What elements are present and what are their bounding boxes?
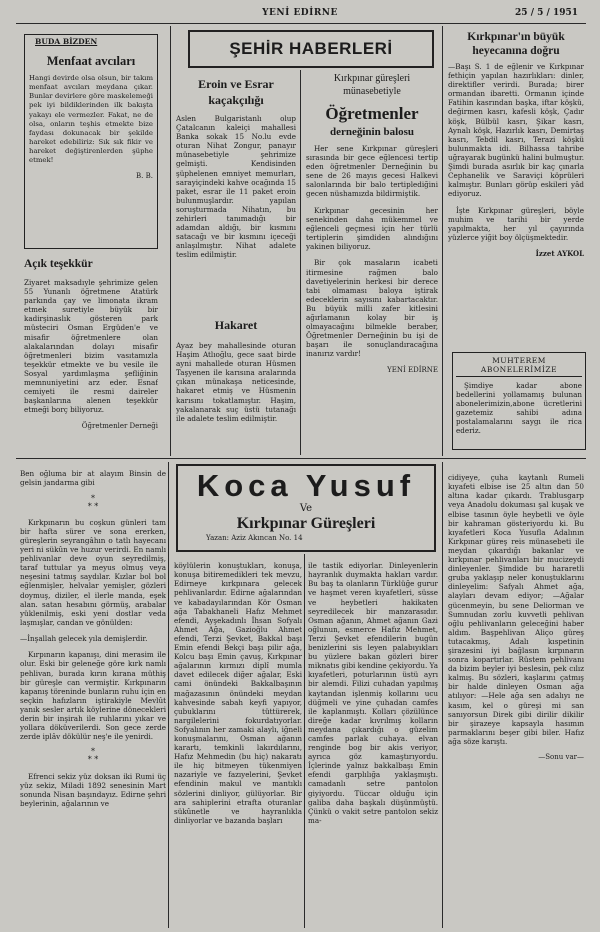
column-rule xyxy=(168,462,169,928)
article-body: Kırkpınar gecesinin her senekinden daha mükemmel ve eğlenceli geçmesi için her türlü tertiplerin şimdiden alındığını yakinen biliyoruz. xyxy=(306,205,438,252)
article-body: İşte Kırkpınar güreşleri, böyle muhim ve tarihi bir yerde yapılmakta, her yıl çayırında yüzlerce yiğit boy ölçüşmektedir. xyxy=(448,205,584,242)
section-title: ŞEHİR HABERLERİ xyxy=(229,39,393,58)
column-rule xyxy=(304,554,305,928)
article-title: Açık teşekkür xyxy=(24,258,93,270)
column-kicker: BUDA BİZDEN xyxy=(35,37,98,46)
masthead-rule xyxy=(16,23,586,24)
notice-body: Şimdiye kadar abone bedellerini yollamamış bulunan abonelerimizin,abone ücretlerini gazetemiz sahibi adına postalamalarını saygı ile rica ederiz. xyxy=(456,381,582,436)
article-body: Kırpınarın kapanışı, dini merasim ile olur. Eski bir geleneğe göre kırk namlı pehlivan, burada kırın kırana müthiş bir güreşle can vermiştir. Kırkpınarın kapanış töreninde bunların ruhu için en seçkin hafızların iştirakiyle Mevlût yanık sesler artık köylerine dönecekleri derin bir inşirah ile ruhlarını yıkar ve yollara döküverilerdi. Son gece zerde zerde iplâv dökülür neş'e ile yenirdi. xyxy=(20,650,166,742)
article-title-line: derneğinin balosu xyxy=(329,126,415,138)
column-rule xyxy=(170,26,171,456)
verse-lines: Ben oğluma bir at alayım Binsin de gelsin jandarma gibi xyxy=(20,469,166,488)
article-body: —Başı S. 1 de eğlenir ve Kırkpınar fethiçin yapılan hazırlıkları: dinler, direktifler verirdi. Burada; birer ormandan ibaretti. Ormanın içinde Fatihin kasrından başka, iftar köşkü, değirmen kasrı, kafesli köşk, Çadır köşk, Bülbül kasrı, Şikar kasrı, Aynalı köşk, Hazırlık kasrı, Demirtaş kasrı, Tebdil kasrı, Terazi köşkü bulunmakta idi. Bilhassa tahribe uğrayarak bugünkü halini bulmuştur. Şimdi burada asırlık bir kaç çınarla Cephanelik ve Saraviçi köprüleri kalmıştır. Bunları görüp eskileri yâd ediyoruz. xyxy=(448,62,584,199)
article-title: Menfaat avcıları xyxy=(46,54,136,68)
koca-yusuf-continued-left xyxy=(20,462,166,928)
author-signature: İzzet AYKOL xyxy=(535,249,584,259)
article-body: Ziyaret maksadıyle şehrimize gelen 55 Yunanlı öğretmene Atatürk parkında çay ve limonata ikram etmek suretiyle büyük bir kadirşinaslık gösteren park müsteciri Osman Ergüden'e ve misafir öğretmenlere olan alakalarından dolayı misafir öğretmenleri bizim vasıtamızla teşekkür etmekte ve bu vesile ile Sosyal yardımlaşma şefliğinin memnuniyetini arz eder. Esnaf cemiyeti ile resmi daireler başkanlarına alenen teşekkür etmeği borç biliyoruz. xyxy=(24,278,158,415)
article-body: Efrenci sekiz yüz doksan iki Rumi üç yüz sekiz, Miladi 1892 senesinin Mart sonunda Nisan başındayız. Edirne şehri beylerinin, ağalarının ve xyxy=(20,771,166,808)
article-title: Öğretmenler xyxy=(325,104,419,123)
hakaret-article xyxy=(176,318,296,456)
subscriber-notice-box xyxy=(452,352,586,450)
column-rule xyxy=(442,462,443,928)
article-title: Hakaret xyxy=(214,318,258,332)
author-signature: B. B. xyxy=(136,172,153,181)
newspaper-name: YENİ EDİRNE xyxy=(262,8,338,18)
section-rule xyxy=(16,458,586,459)
article-body: Ayaz bey mahallesinde oturan Haşim Atlıoğlu, gece saat birde ayni mahallede oturan Hüsmen Taşyenen ile karısına aralarında çıkan münakaşa neticesinde, hakaret etmiş ve Hüsmenin karısını tokatlamıştır. Haşim, yakalanarak suç üstü tutanağı ile adalete teslim edilmiştir. xyxy=(176,341,296,423)
buda-bizden-box xyxy=(24,34,158,249)
column-rule xyxy=(300,70,301,455)
koca-yusuf-column-c xyxy=(448,466,584,928)
series-title-connector: Ve xyxy=(299,503,313,514)
article-body: Her sene Kırkpınar güreşleri sırasında bir gece eğlencesi tertip eden öğretmenler Derneğinin bu sene de 26 mayıs gecesi Halkevi salonlarında bir balo tertiplediğini gecen nüshamızda bildirmiştik. xyxy=(306,144,438,199)
issue-date: 25 / 5 / 1951 xyxy=(515,8,578,18)
koca-yusuf-column-a xyxy=(174,554,302,928)
byline: Yazan: Aziz Akıncan No. 14 xyxy=(206,534,303,542)
column-rule xyxy=(442,26,443,456)
article-body: cidiyeye, çuha kaytanlı Rumeli kıyafeti elbise ise 25 altın dan 50 altına kadar çıkardı. Trablusgarp veya Anadolu dokuması şal kuşak ve elbise tasının öyle heybetli ve öyle bir kahraman gösteriyordu ki. Bu kıyafetleri Koca Yusufla Adalının Kırkpınar güreş reis münasebeti ile meydan çıkardığı bakanlar ve kırkpınar pehlivanları bir mucizeydi dinleyenler. Şimdide bu hararetli gruba yaklaşıp neler konuştuklarını dinleyelim: Safyalı Ahmet ağa, alayları devam ediyor; —Ağalar gücenmeyin, bu sene Deliorman ve Sumnudan zorlu kuvvetli pehlivan oğlu pehlivanların geleceğini haber aldım. Başpehlivan Aliço güreş tutacakmış, Adalı kıspetinin şirazesini iyi bağlasın kırpınarın sonra kopartırlar. Rüstem pehlivanı da bizim beyler iyi beslesin, pek cılız kalmış. Bu sözleri, kaşlarını çatmış bir halde dinleyen Osman ağa atılıyor: —Hele ağa sen adalıyı ne kasım, kel o güreşi mi san sanıyorsun Direk gibi dirilir dikilir bir şirazeye kapsayla hasımın parmaklarını beşer gibi biler. Hafız ağa söze karıştı. xyxy=(448,473,584,746)
masthead xyxy=(0,8,600,22)
series-title: Koca Yusuf xyxy=(196,468,416,503)
to-be-continued: —Sonu var— xyxy=(538,753,584,762)
asterism-divider: * * * xyxy=(87,493,99,511)
koca-yusuf-header xyxy=(176,464,436,552)
asterism-divider: * * * xyxy=(87,747,99,765)
article-body: ile tastik ediyorlar. Dinleyenlerin hayranlık duymakta hakları vardır. Bu baş ta olanların Türklüğe gurur ve haşmet veren kıyafetleri, süsse ve heybetleri hakikaten seyredilecek bir manzarasıdır. Osman ağanın, Ahmet ağanın Gazi oğlunun, esmerce Hafız Mehmet, Terzi Şevket efendilerin bugün benizlerini sis leyen palabıyıkları bu yüzlere bakan gözleri birer miknatıs gibi kendine çekiyordu. Ya kıyafetleri, poturlarının üstü ayrı bir alemdi. Filizi cuhadan yapılmış kaytandan işlenmiş kollarını ucu düğmeli ve yine çuhadan camfes ile kaplanmıştı. Kolları çözülünce direğe kadar kıvrılmış kolların meydana çıkardığı o güzelim camfes parlak cuhaya. elvan renginde bog bir akis veriyor, ayrıca göz kamaştırıyordu. İçlerinde yalnız bakkalbaşı Emin efendi garplılığa yaklaşmıştı. camadanlı setre pantolon giyiyordu. Tüccar olduğu için galiba daha başkalı düşünmüştü. Çünkü o vakit setre pantolon sekiz ma- xyxy=(308,561,438,825)
article-subtitle: Kırkpınar güreşleri münasebetiyle xyxy=(333,73,411,97)
article-body: Kırkpınarın bu coşkun günleri tam bir hafta sürer ve sona ererken, güreşlerin seyrangâhın o tatlı hayecanı yeri ni sükûn ve huzur verirdi. En namlı pehlivanlar deve oyun seyredilmiş, taraf tuttular ya meyus olmuş veya neşesini tatmış saydılar. Kızlar bol bol eğlenmişler, helvalar yemişler, gözleri doymuş, diziler, el ilerle manda, eşek alan. satan hesabını görmüş, arabalar yüklenilmiş, eski yeni dostlar veda laşmışlar, candan ve gönülden: xyxy=(20,517,166,627)
article-body: köylülerin konuştukları, konuşa, konuşa bitiremedikleri tek mevzu, Edirneye kırkpınara gelecek pehlivanlardır. Edirne ağalarından ve kabadayılarından Kör Osman ağa Tabakhaneli Hafız Mehmet efendi, Ayşekadınlı İhsan Sofyalı Ahmet Ağa, Gazioğlu Ahmet efendi, Terzi Şevket, Bakkal başı Emin efendi Bekçi başı pilir ağa, Kolcu başı Emin çavuş, Kırkpınar ağalarının kırmızı diplî mumla davet edilecek diğer ağalar, Eski cami önündeki Bakkalbaşının mağazasının önündeki meydan kahvesinde sabah keyfi yapıyor, çubuklarını tüttürerek, nargilelerini fokurdatıyorlar. Sofyalının her zamaki alaylı, iğneli konuşmalarını, Osman ağanın karartı, temkinli lakırdılarını, Hafız Mehmedin (bu hiç) nakaratı ile hiç bitmeyen tükenmiyen nazariyle ve fazıyelerini, Şevket efendinin makul ve mantıklı sözlerini dinliyor, gülüyorlar. Bir ara sahiplerini etrafta oturanlar sükûnetle ve hayranlıkla dinliyorlar ve bazanda başları xyxy=(174,561,302,825)
kirkpinar-heyecan-article xyxy=(448,30,584,346)
author-signature: YENİ EDİRNE xyxy=(387,365,438,374)
sehir-haberleri-header xyxy=(188,30,434,68)
article-body: Hangi devirde olsa olsun, bir takım menfaat avcıları meydana çıkar. Bunlar devirlere göre maskelemeği pek iyi bildiklerinden ilk bakışta yakayı ele vermezler. Fakat, ne de olsa, onların teşhis etmekte bize faydası dokunacak bir şekilde hareket edebiliriz: Sık sık fikir ve hareket değiştirenlerden şüphe etmek! xyxy=(29,74,153,165)
article-title: Kırkpınar'ın büyük heyecanına doğru xyxy=(467,31,565,57)
acik-tesekkur-article xyxy=(24,258,158,456)
notice-title-line: ABONELERİMİZE xyxy=(456,365,582,377)
notice-title: MUHTEREM xyxy=(492,356,546,365)
series-subtitle: Kırkpınar Güreşleri xyxy=(236,515,376,532)
article-body: Bir çok masaların icabeti itirmesine rağmen balo davetiyelerinin herkesi bir derece tabi olmaması baloya iştirak edeceklerin sayısını kabartacaktır. Bu büyük milli zafer kitlesini ağırlamanın kolay bir iş olmayacağını bilmekle beraber, Öğretmenler Derneğinin bu işi de başarı ile sonuçlandıracağına inanırız vardır! xyxy=(306,258,438,359)
koca-yusuf-column-b xyxy=(308,554,438,928)
article-title: Eroin ve Esrar kaçakçılığı xyxy=(198,77,274,107)
article-body: Aslen Bulgaristanlı olup Çatalcanın kaleiçi mahallesi Banka sokak 15 No.lu evde oturan Nihat Zongur, panayır münasebetiyle şehrimize gelmişti. Kendisinden şüphelenen emniyet memurları, sarayiçindeki kahve ocağında 15 paket, esrar ile 11 paket eroin bulunmuşlardır. yapılan soruşturmada Nihatın, bu zehirleri tanımadığı bir adamdan aldığı, bir kısmını satacağı ve bir kısmını içeceği anlaşılmıştır. Nihat adalete teslim edilmiştir. xyxy=(176,114,296,260)
author-signature: Öğretmenler Derneği xyxy=(81,421,158,430)
ogretmenler-balosu-article xyxy=(306,72,438,456)
eroin-article xyxy=(176,76,296,306)
article-body: —İnşallah gelecek yıla demişlerdir. xyxy=(20,634,148,644)
